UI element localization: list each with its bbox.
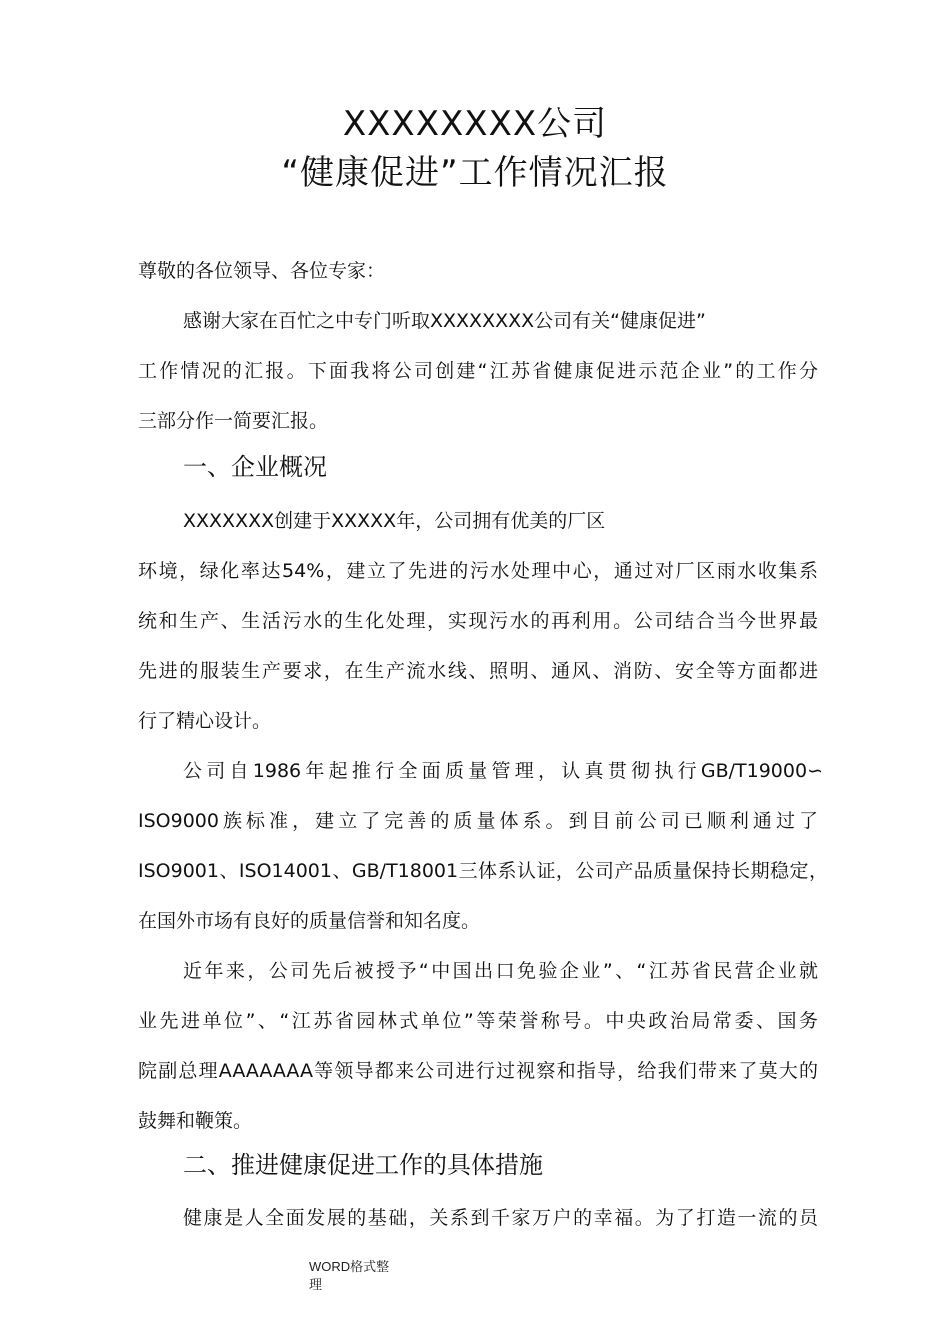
section-1-p3-line-1: 近年来，公司先后被授予“中国出口免验企业”、“江苏省民营企业就 bbox=[183, 960, 818, 982]
intro-line-1: 感谢大家在百忙之中专门听取XXXXXXXX公司有关“健康促进” bbox=[183, 310, 706, 332]
section-1-p1-line-3: 统和生产、生活污水的生化处理，实现污水的再利用。公司结合当今世界最 bbox=[138, 610, 818, 632]
section-1-heading: 一、企业概况 bbox=[183, 453, 327, 481]
intro-line-2: 工作情况的汇报。下面我将公司创建“江苏省健康促进示范企业”的工作分 bbox=[138, 360, 818, 382]
page-footer bbox=[309, 1258, 409, 1294]
footer-line-1: WORD格式整 bbox=[309, 1259, 390, 1274]
document-title-report: “健康促进”工作情况汇报 bbox=[281, 153, 669, 193]
greeting: 尊敬的各位领导、各位专家： bbox=[138, 260, 386, 282]
section-1-p3-line-4: 鼓舞和鞭策。 bbox=[138, 1110, 253, 1132]
section-1-p3-line-2: 业先进单位”、“江苏省园林式单位”等荣誉称号。中央政治局常委、国务 bbox=[138, 1010, 818, 1032]
section-2-p1-line-1: 健康是人全面发展的基础，关系到千家万户的幸福。为了打造一流的员 bbox=[183, 1207, 818, 1229]
footer-line-2: 理 bbox=[309, 1277, 323, 1292]
section-1-p2-line-1: 公司自1986年起推行全面质量管理，认真贯彻执行GB/T19000∽ bbox=[183, 760, 823, 782]
section-2-heading: 二、推进健康促进工作的具体措施 bbox=[183, 1151, 543, 1179]
section-1-p2-line-3: ISO9001、ISO14001、GB/T18001三体系认证，公司产品质量保持长期稳定， bbox=[138, 860, 828, 882]
document-title-company: XXXXXXXX公司 bbox=[342, 104, 608, 144]
intro-line-3: 三部分作一简要汇报。 bbox=[138, 410, 329, 432]
section-1-p1-line-1: XXXXXXX创建于XXXXX年，公司拥有优美的厂区 bbox=[183, 510, 606, 532]
section-1-p1-line-2: 环境，绿化率达54%，建立了先进的污水处理中心，通过对厂区雨水收集系 bbox=[138, 560, 818, 582]
section-1-p2-line-2: ISO9000族标准，建立了完善的质量体系。到目前公司已顺利通过了 bbox=[138, 810, 818, 832]
section-1-p2-line-4: 在国外市场有良好的质量信誉和知名度。 bbox=[138, 910, 481, 932]
section-1-p1-line-5: 行了精心设计。 bbox=[138, 710, 272, 732]
section-1-p3-line-3: 院副总理AAAAAAA等领导都来公司进行过视察和指导，给我们带来了莫大的 bbox=[138, 1060, 818, 1082]
section-1-p1-line-4: 先进的服装生产要求，在生产流水线、照明、通风、消防、安全等方面都进 bbox=[138, 660, 818, 682]
